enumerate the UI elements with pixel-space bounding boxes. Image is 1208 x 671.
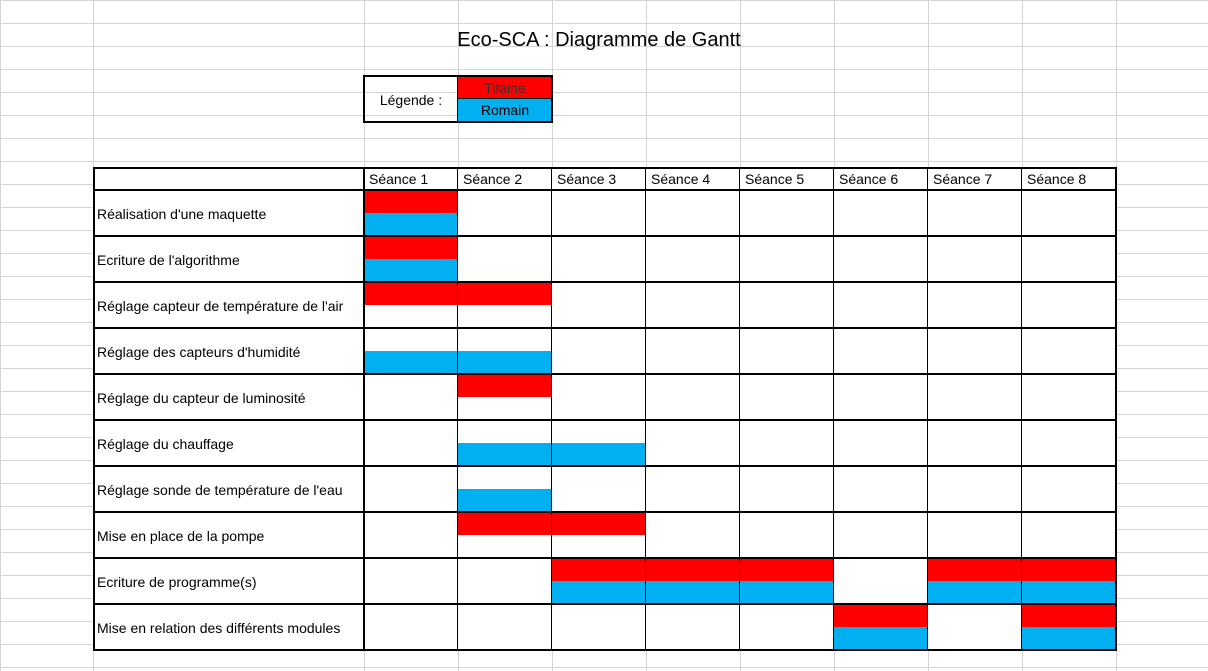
row-divider <box>93 373 1117 375</box>
bar-tifaine <box>458 513 552 535</box>
bar-romain <box>740 581 834 603</box>
table-border-top <box>93 167 1117 169</box>
bar-romain <box>364 213 458 235</box>
task-label: Mise en relation des différents modules <box>97 620 341 636</box>
session-column-divider <box>645 168 646 650</box>
bar-tifaine <box>552 559 646 581</box>
task-label: Ecriture de l'algorithme <box>97 252 240 268</box>
task-label: Ecriture de programme(s) <box>97 574 257 590</box>
label-column-divider <box>363 168 365 651</box>
task-label: Réalisation d'une maquette <box>97 206 267 222</box>
bar-tifaine <box>740 559 834 581</box>
bar-romain <box>364 351 458 373</box>
session-header: Séance 3 <box>557 171 617 187</box>
session-column-divider <box>1021 168 1022 650</box>
task-label: Réglage capteur de température de l'air <box>97 298 344 314</box>
legend-romain: Romain <box>458 99 552 121</box>
session-header: Séance 4 <box>651 171 711 187</box>
bar-tifaine <box>646 559 740 581</box>
row-divider <box>93 511 1117 513</box>
bar-tifaine <box>364 191 458 213</box>
row-divider <box>93 327 1117 329</box>
bar-tifaine <box>364 237 458 259</box>
session-column-divider <box>457 168 458 650</box>
session-header: Séance 6 <box>839 171 899 187</box>
legend-tifaine: Tifaine <box>458 77 552 99</box>
row-divider <box>93 649 1117 651</box>
session-column-divider <box>551 168 552 650</box>
task-label: Réglage des capteurs d'humidité <box>97 344 301 360</box>
bar-tifaine <box>1022 605 1116 627</box>
bar-romain <box>1022 581 1116 603</box>
page-title: Eco-SCA : Diagramme de Gantt <box>457 29 741 51</box>
session-header: Séance 2 <box>463 171 523 187</box>
bar-romain <box>1022 627 1116 649</box>
session-header: Séance 1 <box>369 171 429 187</box>
row-divider <box>93 465 1117 467</box>
row-divider <box>93 419 1117 421</box>
bar-tifaine <box>928 559 1022 581</box>
bar-tifaine <box>458 283 552 305</box>
bar-romain <box>552 443 646 465</box>
session-column-divider <box>739 168 740 650</box>
bar-tifaine <box>364 283 458 305</box>
task-label: Mise en place de la pompe <box>97 528 265 544</box>
table-border-right <box>1115 168 1117 651</box>
session-header: Séance 8 <box>1027 171 1087 187</box>
row-divider <box>93 235 1117 237</box>
bar-tifaine <box>458 375 552 397</box>
table-border-left <box>93 168 95 651</box>
session-header: Séance 5 <box>745 171 805 187</box>
bar-romain <box>646 581 740 603</box>
legend-box <box>363 75 459 123</box>
bar-romain <box>364 259 458 281</box>
task-label: Réglage du chauffage <box>97 436 234 452</box>
session-column-divider <box>927 168 928 650</box>
bar-romain <box>458 443 552 465</box>
row-divider <box>93 281 1117 283</box>
legend-swatch-border <box>457 75 553 123</box>
bar-romain <box>834 627 928 649</box>
session-column-divider <box>833 168 834 650</box>
task-label: Réglage sonde de température de l'eau <box>97 482 343 498</box>
session-header: Séance 7 <box>933 171 993 187</box>
row-divider <box>93 603 1117 605</box>
bar-tifaine <box>834 605 928 627</box>
header-divider <box>93 189 1117 191</box>
bar-tifaine <box>1022 559 1116 581</box>
bar-romain <box>458 351 552 373</box>
task-label: Réglage du capteur de luminosité <box>97 390 306 406</box>
legend-swatch-divider <box>457 98 553 99</box>
bar-romain <box>928 581 1022 603</box>
row-divider <box>93 557 1117 559</box>
bar-tifaine <box>552 513 646 535</box>
legend-label: Légende : <box>379 92 443 108</box>
bar-romain <box>552 581 646 603</box>
bar-romain <box>458 489 552 511</box>
